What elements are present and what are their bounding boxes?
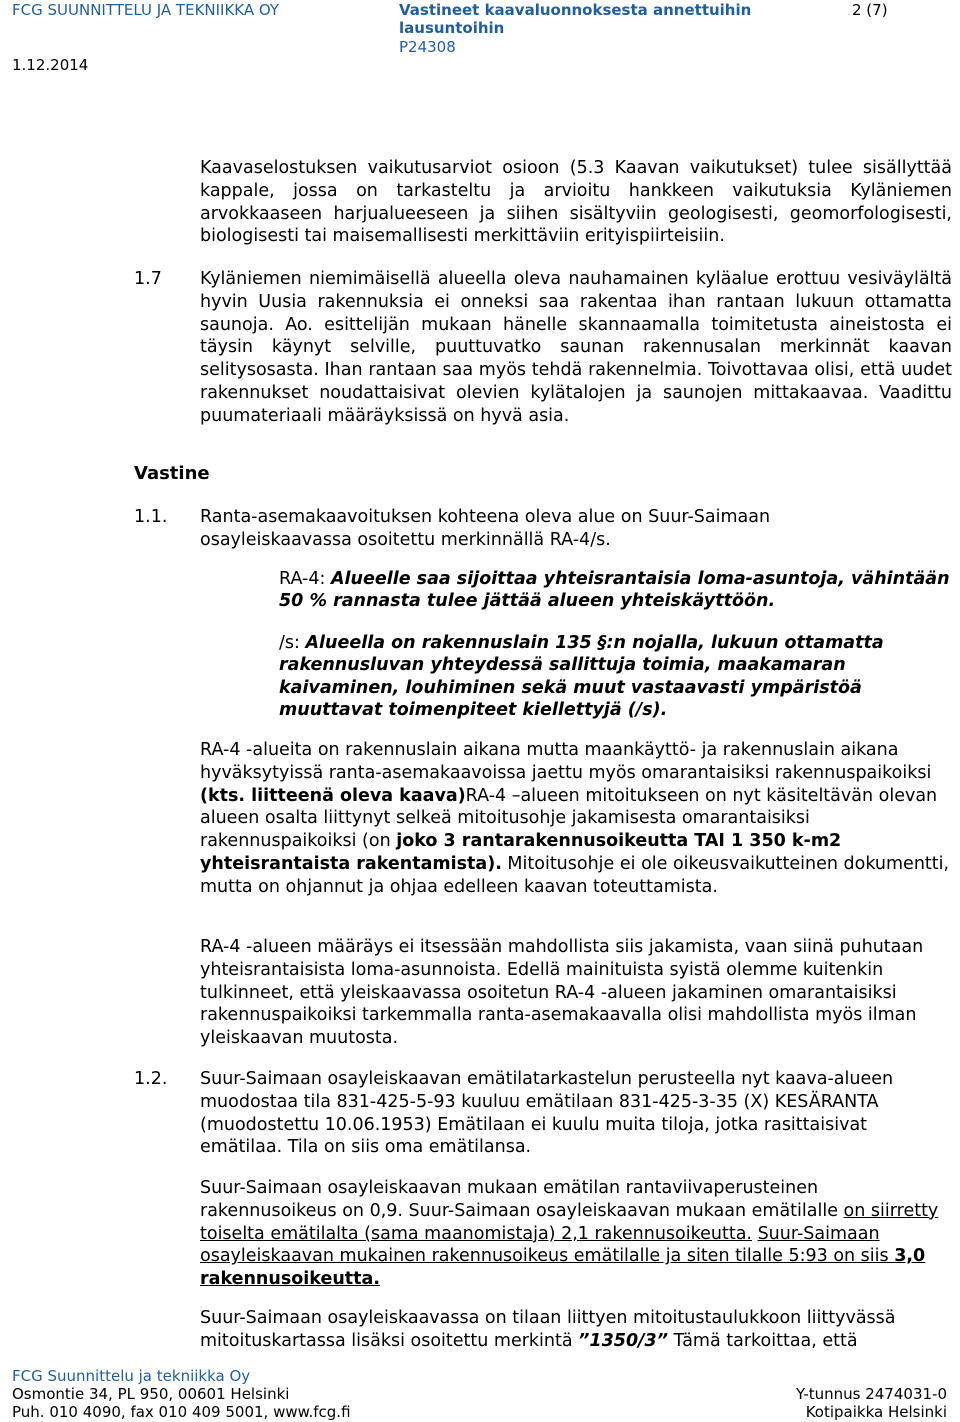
paragraph-1-1: Ranta-asemakaavoituksen kohteena oleva alue on Suur-Saimaan osayleiskaavassa osoitettu merkinnällä RA-4/s.: [200, 507, 771, 550]
ra4-text: Alueelle saa sijoittaa yhteisrantaisia loma-asuntoja, vähintään 50 % rannasta tulee jättää alueen yhteiskäyttöön.: [279, 569, 950, 612]
paragraph-vaikutusarviot: Kaavaselostuksen vaikutusarviot osioon (5.3 Kaavan vaikutukset) tulee sisällyttää kappale, jossa on tarkasteltu ja arvioitu hankkeen vaikutuksia Kyläniemen arvokkaaseen harjualueeseen ja siihen sisältyviin geologisesti, geomorfologisesti, biologisesti tai maisemallisesti merkittäviin erityispiirteisiin.: [200, 158, 952, 247]
p13-part-d: Suur-Saimaan osayleiskaavan mukainen rakennusoikeus emätilalle ja siten tilalle 5:93 on siis: [200, 1223, 895, 1267]
p13-part-b: on siirretty toiselta emätilalta (sama maanomistaja) 2,1 rakennusoikeutta.: [200, 1200, 939, 1244]
item-number-1-2: 1.2.: [134, 1069, 168, 1089]
company-name: FCG SUUNNITTELU JA TEKNIIKKA OY: [12, 1, 280, 19]
footer-address: Osmontie 34, PL 950, 00601 Helsinki: [12, 1385, 290, 1403]
ra4-label: RA-4:: [279, 569, 326, 589]
s-definition: [279, 632, 952, 721]
vastine-heading: Vastine: [134, 463, 210, 484]
footer-company: FCG Suunnittelu ja tekniikka Oy: [12, 1367, 251, 1385]
p14-part-b: ”1350/3”: [578, 1330, 668, 1351]
paragraph-ra4-maarays: RA-4 -alueen määräys ei itsessään mahdollista siis jakamista, vaan siinä puhutaan yhteisrantaisista loma-asunnoista. Edellä mainituista syistä olemme kuitenkin tulkinneet, että yleiskaavassa osoitetun RA-4 -alueen jakaminen omarantaisiksi rakennuspaikoiksi tarkemmalla ranta-asemakaavalla olisi mahdollista myös ilman yleiskaavan muutosta.: [200, 937, 924, 1049]
ra4-definition: [279, 568, 952, 613]
p2-part-b: (kts. liitteenä oleva kaava): [200, 785, 466, 806]
p2-part-e: Mitoitusohje ei ole oikeusvaikutteinen dokumentti, mutta on ohjannut ja ohjaa edelleen kaavan toteuttamista.: [200, 853, 950, 897]
s-text: Alueella on rakennuslain 135 §:n nojalla, lukuun ottamatta rakennusluvan yhteydessä sallittuja toimia, maakamaran kaivaminen, louhiminen sekä muut vastaavasti ympäristöä muuttavat toimenpiteet kiellettyjä (/s).: [279, 633, 884, 720]
p2-part-d: joko 3 rantarakennusoikeutta TAI 1 350 k-m2 yhteisrantaista rakentamista).: [200, 831, 842, 874]
item-number-1-7: 1.7: [134, 269, 162, 289]
footer-ytunnus: Y-tunnus 2474031-0: [795, 1385, 947, 1403]
paragraph-mitoituskartta: [200, 1307, 952, 1353]
page-number: 2 (7): [852, 1, 888, 19]
footer-domicile: Kotipaikka Helsinki: [805, 1403, 947, 1421]
paragraph-1-2: Suur-Saimaan osayleiskaavan emätilatarkastelun perusteella nyt kaava-alueen muodostaa tila 831-425-5-93 kuuluu emätilaan 831-425-3-35 (X) KESÄRANTA (muodostettu 10.06.1953) Emätilaan ei kuulu muita tiloja, jotka rasittaisivat emätilaa. Tila on siis oma emätilansa.: [200, 1069, 894, 1158]
p14-part-c: Tämä tarkoittaa, että: [667, 1330, 858, 1351]
paragraph-1-7: Kyläniemen niemimäisellä alueella oleva nauhamainen kyläalue erottuu vesiväylältä hyvin Uusia rakennuksia ei onneksi saa rakentaa ihan rantaan lukuun ottamatta saunoja. Ao. esittelijän mukaan hänelle skannaamalla toimitetusta aineistosta ei täysin käynyt selville, puuttuvatko saunan rakennusalan merkinnät kaavan selitysosasta. Ihan rantaan saa myös tehdä rakennelmia. Toivottavaa olisi, että uudet rakennukset noudattaisivat olevien kylätalojen ja saunojen mittakaavaa. Vaadittu puumateriaali määräyksissä on hyvä asia.: [200, 269, 952, 426]
paragraph-ra4-alueita: [200, 739, 952, 899]
s-label: /s:: [279, 633, 300, 653]
p2-part-c: RA-4 –alueen mitoitukseen on nyt käsiteltävän olevan alueen osalta liittynyt selkeä mitoitusohje jakamisesta omarantaisiksi rakennuspaikoiksi (on: [200, 785, 938, 852]
footer-phone: Puh. 010 4090, fax 010 409 5001, www.fcg.fi: [12, 1403, 351, 1421]
p13-part-a: Suur-Saimaan osayleiskaavan mukaan emätilan rantaviivaperusteinen rakennusoikeus on 0,9. Suur-Saimaan osayleiskaavan mukaan emätilalle: [200, 1178, 844, 1221]
document-title-line1: Vastineet kaavaluonnoksesta annettuihin: [399, 1, 752, 19]
document-title-line2: lausuntoihin: [399, 19, 505, 37]
paragraph-rakennusoikeus: [200, 1177, 952, 1291]
project-code: P24308: [399, 38, 456, 56]
item-number-1-1: 1.1.: [134, 507, 168, 527]
p2-part-a: RA-4 -alueita on rakennuslain aikana mutta maankäyttö- ja rakennuslain aikana hyväksytyissä ranta-asemakaavoissa jaettu myös omarantaisiksi rakennuspaikoiksi: [200, 740, 932, 783]
document-date: 1.12.2014: [12, 56, 89, 74]
p14-part-a: Suur-Saimaan osayleiskaavassa on tilaan liittyen mitoitustaulukkoon liittyvässä mitoituskartassa lisäksi osoitettu merkintä: [200, 1308, 896, 1351]
p13-part-e: 3,0 rakennusoikeutta.: [200, 1246, 926, 1290]
